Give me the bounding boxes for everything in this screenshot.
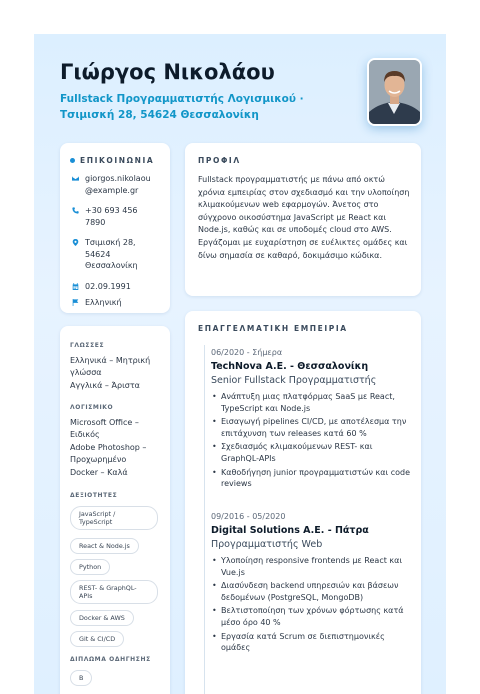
timeline-line xyxy=(204,345,205,694)
experience-card xyxy=(185,311,421,694)
skill-tag: Docker & AWS xyxy=(70,610,134,626)
language-item: Ελληνικά – Μητρική γλώσσα xyxy=(70,356,151,377)
skill-tag: REST- & GraphQL-APIs xyxy=(70,580,158,604)
job-bullets xyxy=(211,391,411,490)
license-heading: ΔΙΠΛΩΜΑ ΟΔΗΓΗΣΗΣ xyxy=(70,656,151,663)
job-bullet: • Υλοποίηση responsive frontends με React και Vue.js xyxy=(211,555,411,578)
job-bullet: • Εισαγωγή pipelines CI/CD, με αποτέλεσμα την επιτάχυνση των releases κατά 60 % xyxy=(211,416,411,439)
contact-address: Τσιμισκή 28, 54624 Θεσσαλονίκη xyxy=(71,237,145,272)
contact-nationality: Ελληνική xyxy=(71,297,122,309)
software-heading: ΛΟΓΙΣΜΙΚΟ xyxy=(70,404,114,411)
job-bullet: • Βελτιστοποίηση των χρόνων φόρτωσης κατά μέσο όρο 40 % xyxy=(211,605,411,628)
license-tag: B xyxy=(70,670,92,686)
flag-icon xyxy=(71,297,79,309)
job-bullet: • Καθοδήγηση junior προγραμματιστών και code reviews xyxy=(211,467,411,490)
software-item: Docker – Καλά xyxy=(70,468,128,477)
skill-tag: Git & CI/CD xyxy=(70,631,124,647)
job-entry xyxy=(211,348,411,492)
abilities-heading: ΔΕΞΙΟΤΗΤΕΣ xyxy=(70,492,118,499)
contact-title: ΕΠΙΚΟΙΝΩΝΙΑ xyxy=(70,156,154,165)
job-period: 09/2016 - 05/2020 xyxy=(211,512,286,521)
job-bullet: • Σχεδιασμός κλιμακούμενων REST- και GraphQL-APIs xyxy=(211,441,411,464)
job-company: Digital Solutions A.E. - Πάτρα xyxy=(211,525,369,536)
software-item: Microsoft Office – Ειδικός xyxy=(70,418,139,439)
portrait-image xyxy=(369,60,420,124)
skill-tag: JavaScript / TypeScript xyxy=(70,506,158,530)
skill-tag: React & Node.js xyxy=(70,538,139,554)
job-role: Προγραμματιστής Web xyxy=(211,539,323,550)
job-entry xyxy=(211,512,411,656)
skill-tag: Python xyxy=(70,559,110,575)
mail-icon xyxy=(71,173,79,196)
cv-page xyxy=(34,34,446,694)
calendar-icon xyxy=(71,281,79,293)
job-bullet: • Εργασία κατά Scrum σε διεπιστημονικές ομάδες xyxy=(211,631,411,654)
job-headline: Fullstack Προγραμματιστής Λογισμικού · Τσιμισκή 28, 54624 Θεσσαλονίκη xyxy=(60,93,304,121)
profile-card xyxy=(185,143,421,296)
job-bullet: • Ανάπτυξη μιας πλατφόρμας SaaS με React, TypeScript και Node.js xyxy=(211,391,411,414)
job-period: 06/2020 - Σήμερα xyxy=(211,348,283,357)
bullet-dot-icon xyxy=(70,158,75,163)
job-bullet: • Διασύνδεση backend υπηρεσιών και βάσεων δεδομένων (PostgreSQL, MongoDB) xyxy=(211,580,411,603)
contact-birthdate: 02.09.1991 xyxy=(71,281,131,293)
profile-text: Fullstack προγραμματιστής με πάνω από οκτώ χρόνια εμπειρίας στον σχεδιασμό και την υλοποίηση κλιμακούμενων web εφαρμογών. Άνετος στο σύγχρονο οικοσύστημα JavaScript με React και Node.js, καθώς και σε υποδομές cloud στο AWS. Εργάζομαι με ευχαρίστηση σε ευέλικτες ομάδες και δίνω σημασία σε καθαρό, δοκιμάσιμο κώδικα. xyxy=(198,175,410,260)
job-bullets xyxy=(211,555,411,654)
contact-card xyxy=(60,143,170,313)
contact-email[interactable]: giorgos.nikolaou @example.gr xyxy=(71,173,160,196)
phone-icon xyxy=(71,205,79,228)
experience-title: ΕΠΑΓΓΕΛΜΑΤΙΚΗ ΕΜΠΕΙΡΙΑ xyxy=(198,324,348,333)
profile-title: ΠΡΟΦΙΛ xyxy=(198,156,241,165)
person-name: Γιώργος Νικολάου xyxy=(60,60,275,84)
languages-heading: ΓΛΩΣΣΕΣ xyxy=(70,342,105,349)
job-company: TechNova A.E. - Θεσσαλονίκη xyxy=(211,361,369,372)
profile-photo xyxy=(367,58,422,126)
location-pin-icon xyxy=(71,237,79,272)
job-role: Senior Fullstack Προγραμματιστής xyxy=(211,375,377,386)
language-item: Αγγλικά – Άριστα xyxy=(70,381,140,390)
software-item: Adobe Photoshop – Προχωρημένο xyxy=(70,443,147,464)
skills-card xyxy=(60,326,170,694)
contact-phone[interactable]: +30 693 456 7890 xyxy=(71,205,160,228)
